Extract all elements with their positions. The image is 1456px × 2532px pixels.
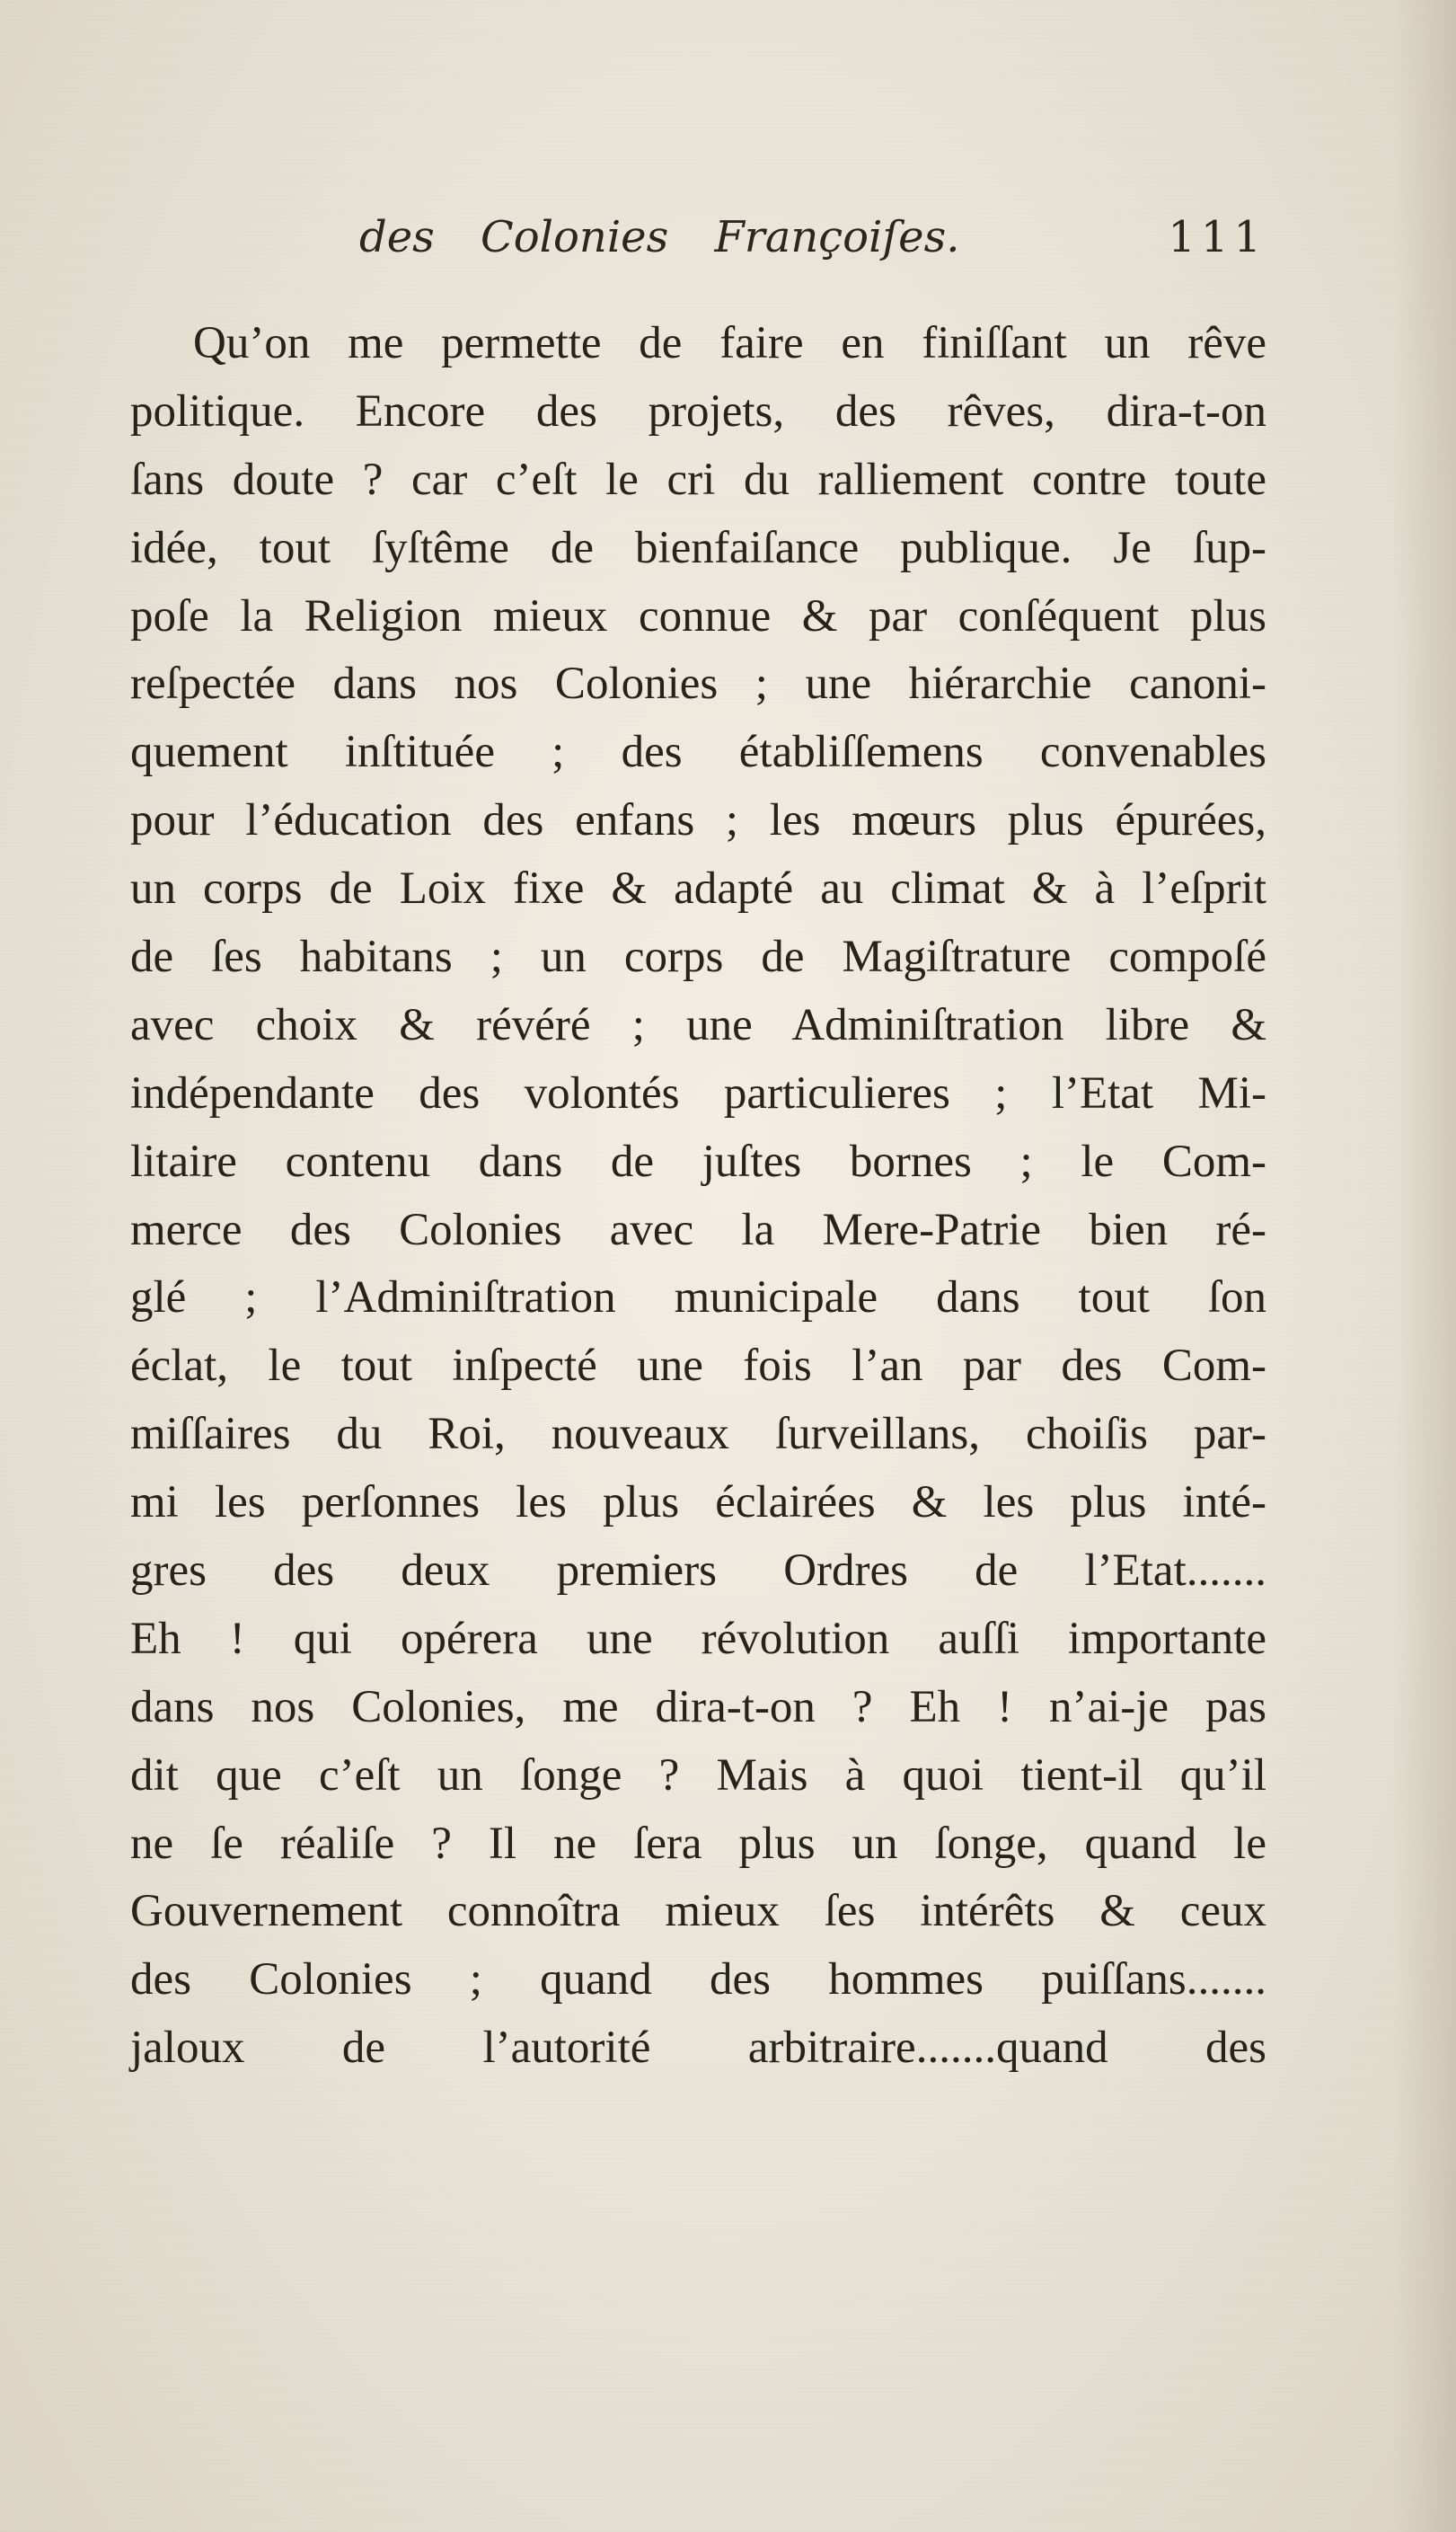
text-line: jaloux de l’autorité arbitraire.......quand des bbox=[130, 2023, 1266, 2074]
text-line: des Colonies ; quand des hommes puiſſans....... bbox=[130, 1954, 1266, 2005]
text-line: éclat, le tout inſpecté une fois l’an par des Com- bbox=[130, 1341, 1266, 1392]
text-line: gres des deux premiers Ordres de l’Etat....... bbox=[130, 1545, 1266, 1597]
text-line: avec choix & révéré ; une Adminiſtration libre & bbox=[130, 999, 1266, 1050]
text-line: reſpectée dans nos Colonies ; une hiérarchie canoni- bbox=[130, 659, 1266, 710]
running-title-word: des bbox=[359, 212, 435, 262]
text-line: dans nos Colonies, me dira-t-on ? Eh ! n’ai-je pas bbox=[130, 1681, 1266, 1732]
text-line: ſans doute ? car c’eſt le cri du ralliement contre toute bbox=[130, 454, 1266, 505]
text-line: indépendante des volontés particulieres ; l’Etat Mi- bbox=[130, 1067, 1266, 1119]
running-title bbox=[359, 212, 992, 262]
text-line: ne ſe réaliſe ? Il ne ſera plus un ſonge, quand le bbox=[130, 1818, 1266, 1869]
text-line: mi les perſonnes les plus éclairées & les plus inté- bbox=[130, 1477, 1266, 1528]
text-line: glé ; l’Adminiſtration municipale dans tout ſon bbox=[130, 1272, 1266, 1324]
text-line: quement inſtituée ; des établiſſemens convenables bbox=[130, 727, 1266, 778]
text-line: Qu’on me permette de faire en finiſſant un rêve bbox=[193, 318, 1266, 368]
text-line: Gouvernement connoîtra mieux ſes intérêts & ceux bbox=[130, 1886, 1266, 1937]
text-line: idée, tout ſyſtême de bienfaiſance publique. Je ſup- bbox=[130, 522, 1266, 573]
text-line: Eh ! qui opérera une révolution auſſi importante bbox=[130, 1613, 1266, 1664]
page-number: 111 bbox=[1168, 212, 1266, 262]
text-line: litaire contenu dans de juſtes bornes ; le Com- bbox=[130, 1136, 1266, 1187]
running-title-word: Colonies bbox=[481, 212, 669, 262]
text-line: poſe la Religion mieux connue & par conſéquent plus bbox=[130, 590, 1266, 642]
running-head bbox=[359, 212, 1266, 284]
text-line: un corps de Loix fixe & adapté au climat & à l’eſprit bbox=[130, 863, 1266, 915]
running-title-word: Françoiſes. bbox=[714, 212, 960, 262]
text-line: pour l’éducation des enfans ; les mœurs plus épurées, bbox=[130, 795, 1266, 846]
text-line: merce des Colonies avec la Mere-Patrie bien ré- bbox=[130, 1204, 1266, 1255]
text-line: de ſes habitans ; un corps de Magiſtrature compoſé bbox=[130, 932, 1266, 983]
text-line: dit que c’eſt un ſonge ? Mais à quoi tient-il qu’il bbox=[130, 1749, 1266, 1801]
text-line: politique. Encore des projets, des rêves, dira-t-on bbox=[130, 385, 1266, 437]
body-text bbox=[130, 310, 1266, 2083]
text-line: miſſaires du Roi, nouveaux ſurveillans, choiſis par- bbox=[130, 1409, 1266, 1460]
